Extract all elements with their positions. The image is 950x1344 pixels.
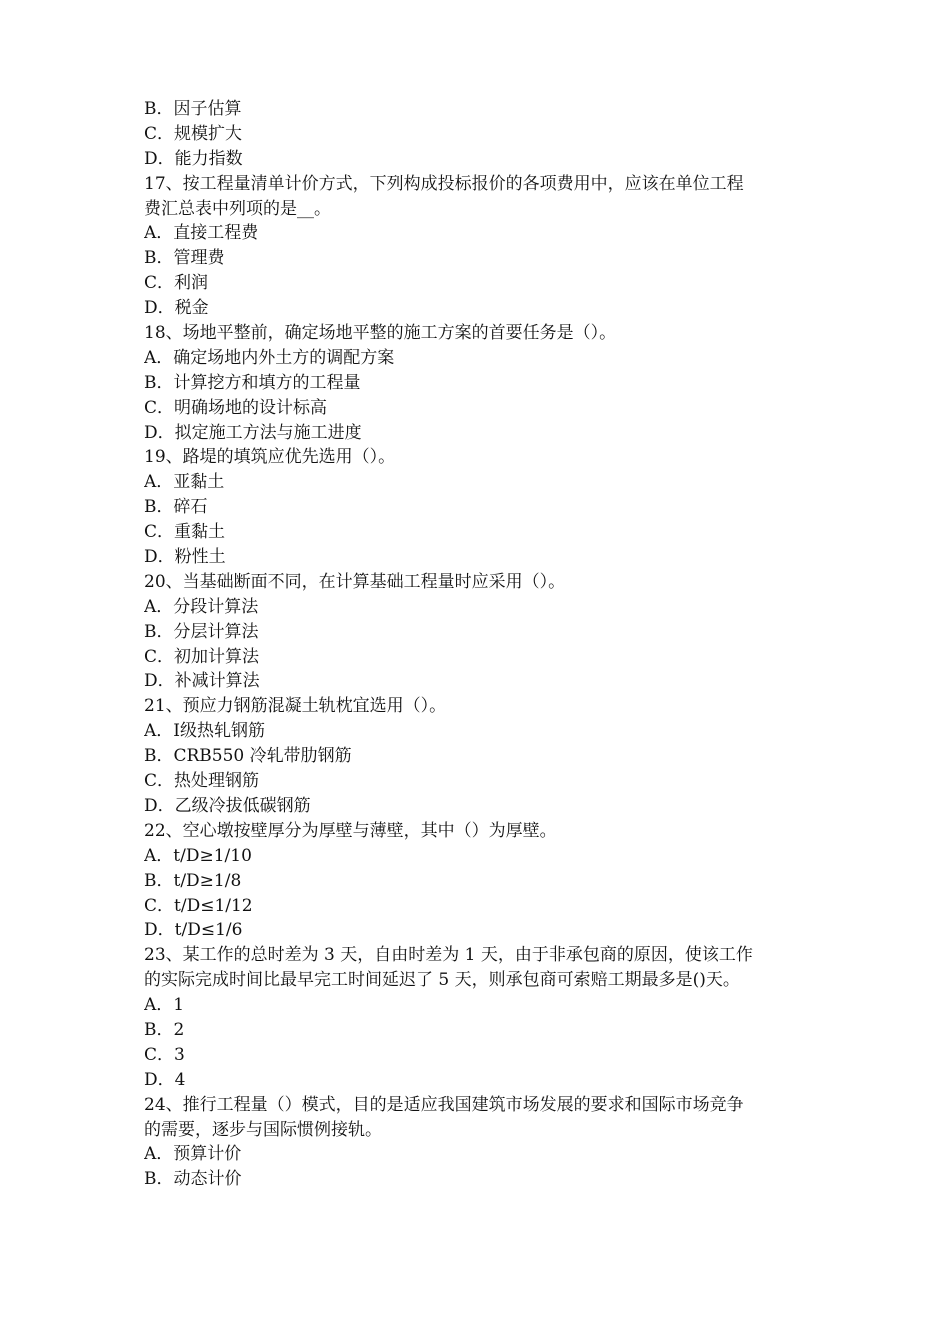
question-line: 21、预应力钢筋混凝土轨枕宜选用（）。 [144, 696, 447, 717]
answer-option: A．直接工程费 [144, 223, 259, 244]
answer-option: C．3 [144, 1044, 185, 1065]
answer-option: C．明确场地的设计标高 [144, 397, 328, 418]
answer-option: C．规模扩大 [144, 123, 243, 144]
question-stem [144, 694, 824, 719]
answer-option: C．重黏土 [144, 522, 226, 543]
answer-option: B．分层计算法 [144, 621, 259, 642]
answer-option: C．热处理钢筋 [144, 771, 260, 792]
question-stem [144, 172, 824, 222]
answer-option: B．动态计价 [144, 1169, 242, 1190]
question-line: 20、当基础断面不同，在计算基础工程量时应采用（）。 [144, 571, 566, 592]
answer-option: D．补减计算法 [144, 671, 260, 692]
answer-option: B．2 [144, 1019, 185, 1040]
question-stem [144, 445, 824, 470]
answer-option: A．分段计算法 [144, 596, 259, 617]
question-stem [144, 819, 824, 844]
answer-option: A．预算计价 [144, 1144, 242, 1165]
question-line: 24、推行工程量（）模式，目的是适应我国建筑市场发展的要求和国际市场竞争 [144, 1094, 744, 1115]
question-line: 22、空心墩按壁厚分为厚壁与薄壁，其中（）为厚壁。 [144, 820, 557, 841]
question-line: 19、路堤的填筑应优先选用（）。 [144, 447, 396, 468]
answer-option: B．CRB550 冷轧带肋钢筋 [144, 746, 352, 767]
question-line: 18、场地平整前，确定场地平整的施工方案的首要任务是（）。 [144, 323, 617, 344]
question-stem [144, 943, 824, 993]
answer-option: D．拟定施工方法与施工进度 [144, 422, 362, 443]
question-line: 的实际完成时间比最早完工时间延迟了 5 天，则承包商可索赔工期最多是()天。 [144, 970, 740, 991]
answer-option: A．确定场地内外土方的调配方案 [144, 347, 395, 368]
question-stem [144, 1093, 824, 1143]
answer-option: B．管理费 [144, 248, 225, 269]
question-line: 的需要，逐步与国际惯例接轨。 [144, 1119, 382, 1140]
answer-option: C．利润 [144, 273, 209, 294]
answer-option: C．t/D≤1/12 [144, 895, 253, 916]
question-stem [144, 321, 824, 346]
document-body [144, 97, 824, 1192]
answer-option: D．粉性土 [144, 547, 226, 568]
answer-option: D．4 [144, 1069, 186, 1090]
answer-option: A．1 [144, 995, 185, 1016]
answer-option: B．因子估算 [144, 99, 242, 119]
answer-option: B．碎石 [144, 497, 208, 518]
answer-option: A．亚黏土 [144, 472, 225, 493]
answer-option: B．计算挖方和填方的工程量 [144, 372, 361, 393]
answer-option: A．t/D≥1/10 [144, 845, 252, 866]
question-stem [144, 570, 824, 595]
answer-option: D．t/D≤1/6 [144, 920, 243, 941]
question-line: 17、按工程量清单计价方式，下列构成投标报价的各项费用中，应该在单位工程 [144, 173, 744, 194]
answer-option: A．Ⅰ级热轧钢筋 [144, 721, 265, 742]
answer-option: C．初加计算法 [144, 646, 260, 667]
answer-option: D．乙级冷拔低碳钢筋 [144, 795, 311, 816]
answer-option: D．能力指数 [144, 148, 243, 169]
question-line: 费汇总表中列项的是__。 [144, 198, 331, 219]
answer-option: B．t/D≥1/8 [144, 870, 242, 891]
question-line: 23、某工作的总时差为 3 天，自由时差为 1 天，由于非承包商的原因，使该工作 [144, 945, 753, 966]
answer-option: D．税金 [144, 298, 209, 319]
